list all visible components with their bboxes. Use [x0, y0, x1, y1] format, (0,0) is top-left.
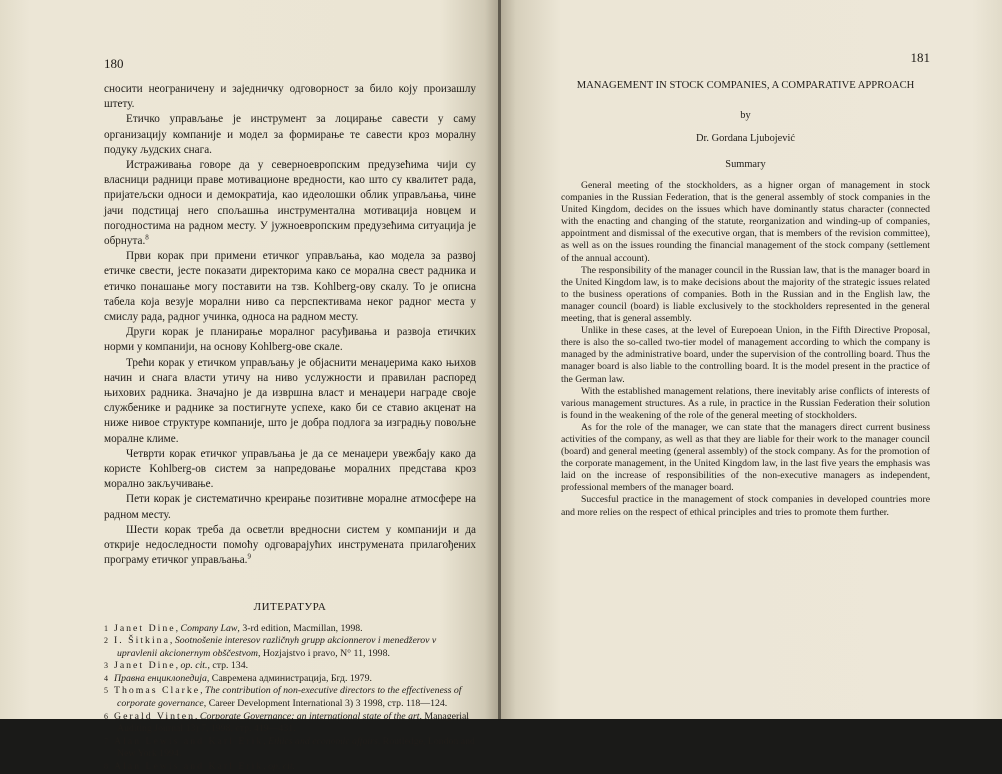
left-page — [0, 0, 500, 773]
paragraph: Истраживања говоре да у северноевропским предузећима чији су власници радници праве мотивационе вредности, као што су квалитет рада, пријатељски односи и демократија, као идеолошки облик управљања, чине јачи подстицај него спољашња инструментална мотивација новцем и погодностима на радном месту. У јужноевропским предузећима ситуација је обрнута.$^8$ — [104, 159, 476, 248]
reference-details: , Managerial Auditing Journal 13) 7, 1998, стр. 419—431. — [117, 710, 470, 735]
reference-details: , Савремена администрација, Бгд. 1979. — [206, 672, 372, 684]
reference-author: Janet Dine — [114, 622, 176, 634]
reference-number: 5 — [104, 686, 108, 696]
reference-item: 7 Alan Lewis and Karl Erik, Ethics and economic affairs, Routledge, London and New York 1994. — [104, 735, 475, 760]
reference-number: 7 — [104, 736, 108, 746]
footnote-mark: 9 — [247, 552, 251, 561]
literature-heading: ЛИТЕРАТУРА — [253, 600, 327, 613]
paragraph: Први корак при примени етичког управљања, као модела за развој етичке свести, јесте показати директорима како се морална свест радника и етичко понашање могу поставити на тзв. Kohlberg-ову скалу. То је описна табела која везује морални ниво са перспективама неког радног места у смислу рада, радног учинка, односа на радном месту. — [104, 250, 476, 324]
reference-item — [104, 673, 476, 686]
reference-details: , Career Development International 3) 3 1998, стр. 118—124. — [203, 698, 448, 710]
reference-title: Ethics and economic affairs — [268, 735, 378, 747]
reference-title: op. cit. — [180, 660, 208, 672]
reference-details: , 3-rd edition, Macmillan, 1998. — [237, 622, 363, 634]
reference-item: 6 Gerald Vinten, Corporate Governance; an international state of the art, Managerial Auditing Journal 13) 7, 1998, стр. 419—431. — [104, 710, 470, 735]
reference-title: Company Law — [180, 622, 238, 634]
reference-number: 2 — [104, 636, 108, 646]
reference-number: 4 — [104, 673, 108, 683]
byline-by: by — [740, 110, 751, 121]
reference-list — [104, 623, 476, 774]
reference-author: Thomas Clarke — [114, 685, 201, 697]
paragraph: Шести корак треба да осветли вредносни систем у компанији и да открије недоследности помоћу одговарајућих инструмената прилагођених програму етичког управљања.$^9$ — [104, 523, 476, 567]
summary-body-text — [561, 180, 930, 519]
left-body-text — [104, 82, 476, 569]
reference-details: , стр. 134. — [207, 660, 249, 672]
reference-title: Sootnošenie interesov različnyh grupp akcionnerov i menedžerov v upravlenii akcionernym obščestvom — [117, 635, 437, 659]
paragraph: Трећи корак у етичком управљању је објаснити менаџерима како њихов начин и снага власти утичу на ниво услужности и правилан распоред њихових радника. Значајно је да извршна власт и менаџери награде своје службенике и раднике за постигнуте успехе, како би се ставио акценат на ниже нивое структуре компаније, што је добра подлога за изградњу повољне моралне климе. — [104, 356, 476, 445]
reference-title: Corporate Governance; an international state of the art — [199, 710, 420, 722]
reference-item: 1 Janet Dine, Company Law, 3-rd edition, Macmillan, 1998. — [104, 622, 363, 634]
reference-number: 3 — [104, 661, 108, 671]
paragraph: сносити неограничену и заједничку одговорност за било коју произашлу штету. — [104, 83, 476, 111]
reference-title: Правна енциклопедија — [114, 672, 207, 684]
reference-item: 2 I. Šitkina, Sootnošenie interesov različnyh grupp akcionnerov i menedžerov v upravlenii akcionernym obščestvom, Hozjajstvo i pravo, N° 11, 1998. — [104, 635, 437, 659]
reference-author: Gerald Vinten — [114, 710, 196, 722]
paragraph: As for the role of the manager, we can state that the managers direct current business activities of the company, as well as that they are liable for their work to the manager council (board) and general meeting (general assembly) of the stock company. As for the promotion of the corporate management, in the United Kingdom law, in the last five years the emphasis was laid on the increase of responsibilities of the non-executive managers as independent, professional members of the manager board. — [561, 421, 930, 494]
footnote-mark: 8 — [145, 233, 149, 242]
reference-author: I. Šitkina — [114, 635, 170, 647]
reference-author: Alan Lewis and Karl Erik — [114, 735, 264, 747]
paragraph: Пети корак је систематично креирање позитивне моралне атмосфере на радном месту. — [104, 493, 476, 521]
reference-number: 8 — [104, 762, 108, 772]
summary-heading: Summary — [725, 159, 766, 170]
paragraph: The responsibility of the manager council in the Russian law, that is the manager board in the United Kingdom law, is to make decisions about the majority of the strategic issues related to the business operations of companies. Both in the Russian and in the English law, the manager council (board) is liable exclusively to the stockholders represented in the general meeting, that is general assembly. — [561, 264, 930, 325]
reference-number: 1 — [104, 623, 108, 633]
reference-item: 8 Alan Lewis and Karl Erik, op. cit. — [104, 761, 296, 773]
paragraph: Succesful practice in the management of stock companies in developed countries more and more relies on the respect of ethical principles and tries to promote them further. — [561, 494, 930, 518]
article-title: MANAGEMENT IN STOCK COMPANIES, A COMPARATIVE APPROACH — [576, 80, 915, 91]
paragraph: Unlike in these cases, at the level of Eurepoean Union, in the Fifth Directive Proposal, there is also the so-called two-tier model of management according to which the company is managed by the administrative board, under the supervision of the controlling board. Thus the manager board is also liable to the controlling board. It is the model present in the practice of the German law. — [561, 325, 930, 385]
paragraph: Четврти корак етичког управљања је да се менаџери увежбају како да користе Kohlberg-ов систем за напредовање моралних представа кроз морално закључивање. — [104, 447, 476, 491]
reference-title: The contribution of non-executive directors to the effectiveness of corporate governance — [117, 685, 462, 710]
reference-author: Alan Lewis and Karl Erik — [114, 761, 264, 773]
page-number-right: 181 — [910, 50, 930, 65]
paragraph: Етичко управљање је инструмент за лоцирање савести у саму организацију компаније и модел за формирање те савести кроз моралну подуку људских снага. — [104, 113, 476, 156]
paragraph: With the established management relations, there inevitably arise conflicts of interests of various management structures. As a rule, in practice in the Russian Federation their solution is found in the weakening of the role of the general meeting of stockholders. — [561, 385, 930, 421]
reference-title: op. cit. — [268, 761, 296, 773]
reference-details: , Routledge, London and New York 1994. — [117, 735, 475, 760]
reference-item: 5 Thomas Clarke, The contribution of non-executive directors to the effectiveness of corporate governance, Career Development International 3) 3 1998, стр. 118—124. — [104, 685, 462, 710]
reference-item: 3 Janet Dine, op. cit., стр. 134. — [104, 660, 249, 672]
article-author: Dr. Gordana Ljubojević — [696, 133, 795, 144]
reference-details: , Hozjajstvo i pravo, N° 11, 1998. — [257, 647, 390, 659]
reference-number: 6 — [104, 711, 108, 721]
right-page — [501, 0, 1002, 719]
paragraph: General meeting of the stockholders, as a higner organ of management in stock companies in the Russian Federation, that is the general assembly of stock companies in the United Kingdom, decides on the issues which have dominantly status character (connected with the enacting and changing of the statute, reorganization and winding-up of companies, appointment and dismissal of the executive organ, that is members of the revision committee), as well as on the issues rounding the financial management of the stock company (settlement of the annual account). — [561, 180, 930, 264]
reference-author: Janet Dine — [114, 660, 176, 672]
page-number-left: 180 — [104, 56, 124, 71]
paragraph: Други корак је планирање моралног расуђивања и развоја етичких норми у компанији, на основу Kohlberg-ове скале. — [104, 326, 476, 354]
